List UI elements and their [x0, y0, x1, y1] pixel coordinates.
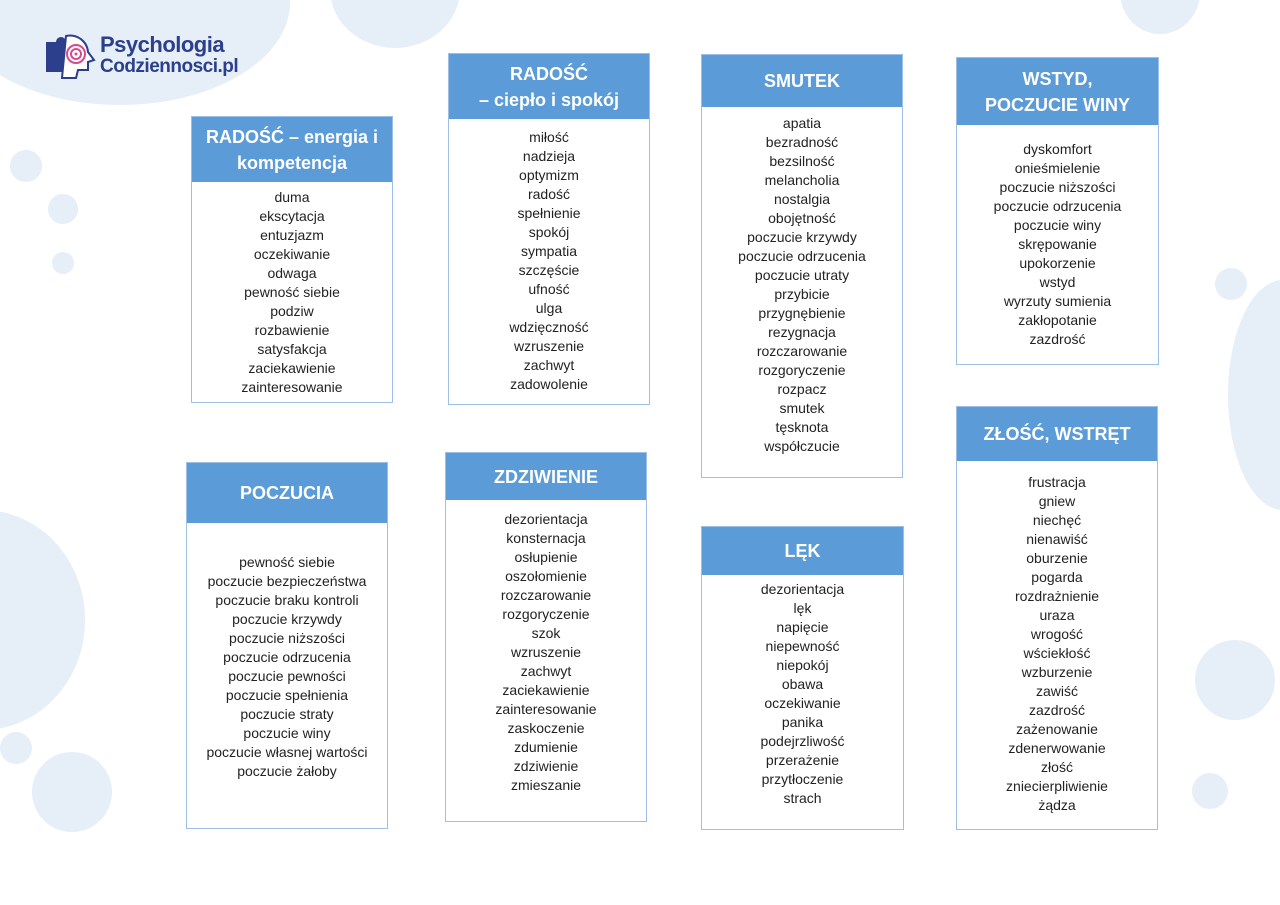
emotion-item: rezygnacja — [768, 324, 836, 340]
emotion-item: przybicie — [774, 286, 830, 302]
decorative-bubble — [32, 752, 112, 832]
emotion-item: wściekłość — [1023, 645, 1091, 661]
emotion-item: poczucie niższości — [999, 179, 1116, 195]
decorative-bubble — [1120, 0, 1200, 34]
emotion-item: duma — [274, 189, 310, 205]
emotion-item: poczucie krzywdy — [232, 611, 342, 627]
emotion-item: ekscytacja — [259, 208, 325, 224]
card-lek — [701, 526, 904, 830]
emotion-item: bezradność — [765, 134, 839, 150]
emotion-item: rozdrażnienie — [1014, 588, 1100, 604]
card-title: LĘK — [702, 527, 903, 575]
emotion-item: zdziwienie — [513, 758, 579, 774]
emotion-item: onieśmielenie — [1014, 160, 1101, 176]
emotion-item: oszołomienie — [505, 568, 587, 584]
emotion-item: wstyd — [1039, 274, 1076, 290]
emotion-item: poczucie winy — [1013, 217, 1102, 233]
emotion-item: złość — [1041, 759, 1073, 775]
emotion-list — [449, 119, 649, 394]
card-title: SMUTEK — [702, 55, 902, 107]
emotion-list — [702, 107, 902, 456]
emotion-item: poczucie żałoby — [237, 763, 337, 779]
emotion-item: obawa — [781, 676, 824, 692]
emotion-item: wzruszenie — [513, 338, 585, 354]
brand-logo[interactable] — [40, 28, 240, 84]
emotion-item: ulga — [535, 300, 563, 316]
emotion-item: radość — [527, 186, 571, 202]
emotion-item: panika — [781, 714, 824, 730]
card-title: WSTYD, POCZUCIE WINY — [957, 58, 1158, 125]
emotion-item: wzruszenie — [510, 644, 582, 660]
card-radosc-energia — [191, 116, 393, 403]
emotion-item: pewność siebie — [239, 554, 335, 570]
emotion-item: zazdrość — [1028, 702, 1086, 718]
emotion-item: zainteresowanie — [241, 379, 343, 395]
card-radosc-cieplo — [448, 53, 650, 405]
emotion-item: przerażenie — [765, 752, 840, 768]
emotion-item: poczucie niższości — [229, 630, 345, 646]
emotion-item: zaskoczenie — [507, 720, 585, 736]
emotion-item: niepewność — [765, 638, 840, 654]
emotion-item: wrogość — [1030, 626, 1084, 642]
card-zdziwienie — [445, 452, 647, 822]
emotion-item: gniew — [1038, 493, 1076, 509]
card-title: RADOŚĆ – energia i kompetencja — [192, 117, 392, 182]
card-title: ZŁOŚĆ, WSTRĘT — [957, 407, 1157, 461]
emotion-item: rozczarowanie — [500, 587, 592, 603]
emotion-item: lęk — [793, 600, 812, 616]
emotion-item: szczęście — [518, 262, 580, 278]
emotion-item: żądza — [1038, 797, 1076, 813]
emotion-item: niechęć — [1032, 512, 1082, 528]
card-title: POCZUCIA — [187, 463, 387, 523]
emotion-item: zaciekawienie — [502, 682, 590, 698]
decorative-bubble — [0, 510, 85, 730]
emotion-list — [957, 461, 1157, 815]
emotion-item: optymizm — [519, 167, 579, 183]
decorative-bubble — [52, 252, 74, 274]
emotion-item: miłość — [529, 129, 569, 145]
emotion-item: poczucie utraty — [754, 267, 850, 283]
card-title: ZDZIWIENIE — [446, 453, 646, 500]
emotion-item: ufność — [528, 281, 570, 297]
emotion-item: zadowolenie — [510, 376, 588, 392]
emotion-item: poczucie bezpieczeństwa — [207, 573, 367, 589]
emotion-item: rozpacz — [777, 381, 827, 397]
decorative-bubble — [1192, 773, 1228, 809]
emotion-item: rozczarowanie — [756, 343, 848, 359]
emotion-item: osłupienie — [514, 549, 578, 565]
emotion-item: smutek — [779, 400, 825, 416]
emotion-item: sympatia — [520, 243, 578, 259]
emotion-item: skrępowanie — [1018, 236, 1097, 252]
emotion-item: spełnienie — [517, 205, 581, 221]
emotion-item: satysfakcja — [257, 341, 327, 357]
emotion-item: poczucie straty — [240, 706, 334, 722]
emotion-item: wdzięczność — [509, 319, 589, 335]
emotion-item: dezorientacja — [760, 581, 845, 597]
emotion-item: zachwyt — [520, 663, 572, 679]
emotion-item: niepokój — [776, 657, 829, 673]
emotion-item: poczucie odrzucenia — [993, 198, 1122, 214]
emotion-item: nostalgia — [773, 191, 831, 207]
emotion-item: napięcie — [776, 619, 829, 635]
emotion-item: melancholia — [764, 172, 840, 188]
emotion-item: strach — [783, 790, 822, 806]
brand-name-line2: Codziennosci.pl — [100, 56, 239, 77]
emotion-item: poczucie odrzucenia — [738, 248, 866, 264]
emotion-item: rozgoryczenie — [758, 362, 846, 378]
emotion-item: pogarda — [1031, 569, 1083, 585]
emotion-item: oburzenie — [1026, 550, 1088, 566]
emotion-item: poczucie własnej wartości — [206, 744, 368, 760]
emotion-item: uraza — [1039, 607, 1075, 623]
emotion-item: współczucie — [764, 438, 840, 454]
decorative-bubble — [1228, 280, 1280, 510]
emotion-item: upokorzenie — [1019, 255, 1096, 271]
emotion-item: zawiść — [1035, 683, 1078, 699]
emotion-item: przygnębienie — [758, 305, 846, 321]
emotion-item: zakłopotanie — [1018, 312, 1097, 328]
emotion-item: wzburzenie — [1021, 664, 1093, 680]
card-zlosc — [956, 406, 1158, 830]
emotion-item: dyskomfort — [1023, 141, 1092, 157]
emotion-item: zainteresowanie — [495, 701, 597, 717]
emotion-item: wyrzuty sumienia — [1003, 293, 1112, 309]
card-wstyd — [956, 57, 1159, 365]
emotion-item: entuzjazm — [260, 227, 324, 243]
emotion-list — [187, 523, 387, 781]
emotion-item: rozgoryczenie — [502, 606, 590, 622]
emotion-item: odwaga — [267, 265, 317, 281]
emotion-item: podejrzliwość — [760, 733, 845, 749]
decorative-bubble — [1195, 640, 1275, 720]
emotion-item: zachwyt — [523, 357, 575, 373]
emotion-item: przytłoczenie — [761, 771, 844, 787]
brand-name-line1: Psychologia — [100, 32, 225, 57]
emotion-item: dezorientacja — [504, 511, 588, 527]
emotion-item: podziw — [270, 303, 314, 319]
emotion-list — [446, 500, 646, 795]
emotion-item: apatia — [782, 115, 822, 131]
card-poczucia — [186, 462, 388, 829]
emotion-item: zaciekawienie — [248, 360, 336, 376]
puzzle-head-icon — [40, 30, 98, 80]
decorative-bubble — [10, 150, 42, 182]
emotion-item: rozbawienie — [254, 322, 330, 338]
decorative-bubble — [48, 194, 78, 224]
emotion-item: zdumienie — [514, 739, 578, 755]
emotion-item: oczekiwanie — [253, 246, 331, 262]
emotion-item: oczekiwanie — [764, 695, 841, 711]
decorative-bubble — [1215, 268, 1247, 300]
emotion-item: poczucie krzywdy — [747, 229, 857, 245]
emotion-item: poczucie odrzucenia — [223, 649, 351, 665]
emotion-list — [957, 125, 1158, 349]
emotion-list — [192, 182, 392, 397]
emotion-item: obojętność — [768, 210, 836, 226]
emotion-item: nadzieja — [522, 148, 576, 164]
emotion-item: zazdrość — [1029, 331, 1086, 347]
emotion-item: zmieszanie — [510, 777, 582, 793]
emotion-item: spokój — [528, 224, 570, 240]
emotion-item: nienawiść — [1026, 531, 1088, 547]
emotion-item: poczucie braku kontroli — [215, 592, 359, 608]
emotion-item: frustracja — [1028, 474, 1086, 490]
decorative-bubble — [0, 732, 32, 764]
emotion-item: tęsknota — [775, 419, 829, 435]
emotion-item: poczucie winy — [243, 725, 331, 741]
emotion-item: szok — [531, 625, 561, 641]
emotion-item: pewność siebie — [244, 284, 340, 300]
decorative-bubble — [330, 0, 460, 48]
emotion-item: poczucie pewności — [228, 668, 346, 684]
emotion-list — [702, 575, 903, 808]
emotion-item: zniecierpliwienie — [1006, 778, 1108, 794]
emotion-item: konsternacja — [506, 530, 586, 546]
card-smutek — [701, 54, 903, 478]
card-title: RADOŚĆ – ciepło i spokój — [449, 54, 649, 119]
emotion-item: zdenerwowanie — [1008, 740, 1106, 756]
emotion-item: zażenowanie — [1016, 721, 1098, 737]
emotion-item: poczucie spełnienia — [225, 687, 349, 703]
emotion-item: bezsilność — [769, 153, 835, 169]
